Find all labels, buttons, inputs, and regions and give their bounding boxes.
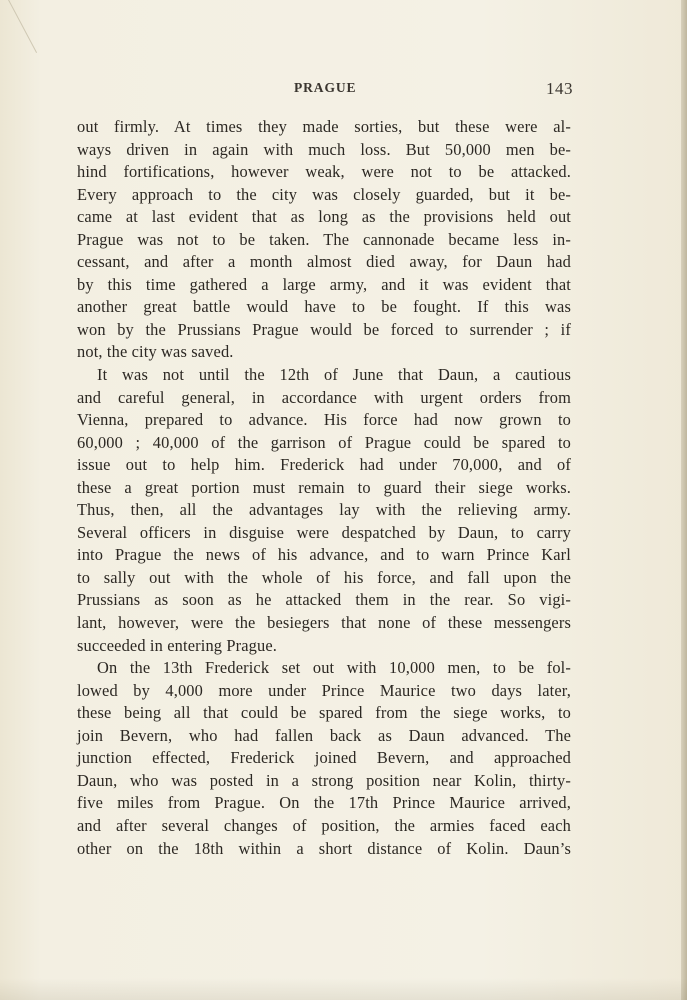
body-text — [77, 116, 571, 860]
text-line: into Prague the news of his advance, and to warn Prince Karl — [77, 545, 571, 565]
text-line: not, the city was saved. — [77, 342, 234, 362]
text-line: Thus, then, all the advantages lay with the relieving army. — [77, 500, 571, 520]
text-line: lant, however, were the besiegers that none of these messengers — [77, 613, 571, 633]
text-line: to sally out with the whole of his force, and fall upon the — [77, 567, 571, 587]
running-head: PRAGUE — [294, 80, 357, 95]
text-line: another great battle would have to be fought. If this was — [77, 297, 571, 317]
text-line: 60,000 ; 40,000 of the garrison of Prague could be spared to — [77, 432, 571, 452]
text-line: and careful general, in accordance with urgent orders from — [77, 387, 571, 407]
text-line: five miles from Prague. On the 17th Prince Maurice arrived, — [77, 793, 571, 813]
text-line: join Bevern, who had fallen back as Daun advanced. The — [77, 725, 571, 745]
page-header — [0, 80, 687, 100]
text-line: Several officers in disguise were despatched by Daun, to carry — [77, 522, 571, 542]
text-line: out firmly. At times they made sorties, but these were al- — [77, 117, 571, 136]
text-line: Vienna, prepared to advance. His force had now grown to — [77, 410, 571, 430]
text-line: ways driven in again with much loss. But 50,000 men be- — [77, 139, 571, 159]
text-line: issue out to help him. Frederick had under 70,000, and of — [77, 455, 571, 475]
text-line: these being all that could be spared from the siege works, to — [77, 703, 571, 723]
text-line: Prussians as soon as he attacked them in the rear. So vigi- — [77, 590, 571, 610]
text-line: came at last evident that as long as the provisions held out — [77, 207, 571, 227]
text-line: and after several changes of position, the armies faced each — [77, 815, 571, 835]
text-line: hind fortifications, however weak, were not to be attacked. — [77, 162, 571, 182]
text-line: junction effected, Frederick joined Bevern, and approached — [77, 748, 571, 768]
page-number: 143 — [546, 79, 573, 98]
text-line: succeeded in entering Prague. — [77, 635, 278, 655]
text-line: Daun, who was posted in a strong position near Kolin, thirty- — [77, 770, 571, 790]
text-line: these a great portion must remain to guard their siege works. — [77, 477, 571, 497]
page-bottom-shadow — [0, 978, 687, 1000]
text-line: Prague was not to be taken. The cannonade became less in- — [77, 229, 571, 249]
text-line: Every approach to the city was closely guarded, but it be- — [77, 184, 571, 204]
text-line: by this time gathered a large army, and it was evident that — [77, 274, 571, 294]
page-fold-line — [8, 0, 37, 53]
text-line: On the 13th Frederick set out with 10,000 men, to be fol- — [97, 658, 571, 678]
text-line: cessant, and after a month almost died away, for Daun had — [77, 252, 571, 272]
text-line: lowed by 4,000 more under Prince Maurice two days later, — [77, 680, 571, 700]
text-line: won by the Prussians Prague would be forced to surrender ; if — [77, 319, 571, 339]
text-line: other on the 18th within a short distance of Kolin. Daun’s — [77, 838, 571, 858]
text-line: It was not until the 12th of June that Daun, a cautious — [97, 365, 571, 385]
page-edge — [681, 0, 687, 1000]
